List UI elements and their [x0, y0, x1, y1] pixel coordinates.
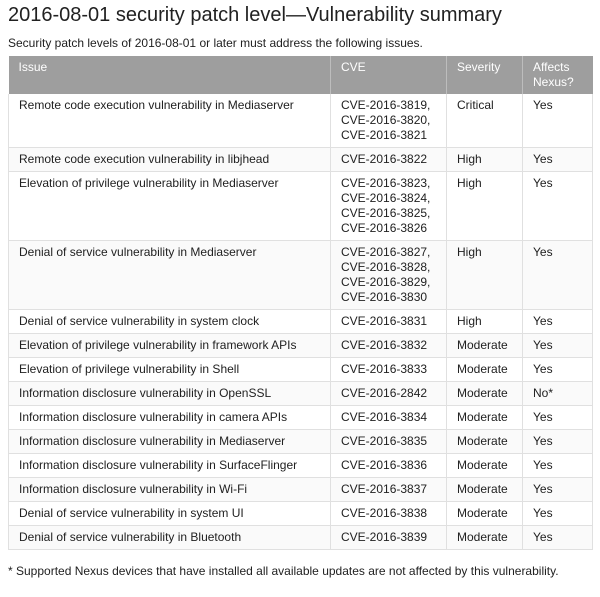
cell-affects-nexus: Yes [523, 502, 593, 526]
cell-severity: Moderate [447, 454, 523, 478]
cve-id: CVE-2016-3838 [341, 506, 428, 520]
cell-issue: Denial of service vulnerability in system UI [9, 502, 331, 526]
cell-severity: Critical [447, 94, 523, 148]
cell-affects-nexus: Yes [523, 172, 593, 241]
cell-affects-nexus: Yes [523, 148, 593, 172]
cell-severity: Moderate [447, 382, 523, 406]
cell-cve [331, 478, 447, 502]
cell-issue: Denial of service vulnerability in system clock [9, 310, 331, 334]
cell-severity: Moderate [447, 406, 523, 430]
cell-cve [331, 94, 447, 148]
table-row [9, 310, 593, 334]
cve-id: CVE-2016-3829, [341, 275, 431, 289]
table-row [9, 430, 593, 454]
table-row [9, 94, 593, 148]
cve-id: CVE-2016-3825, [341, 206, 431, 220]
cve-id: CVE-2016-3822 [341, 152, 428, 166]
header-affects-line1: Affects [533, 60, 570, 74]
cell-cve [331, 406, 447, 430]
cell-severity: High [447, 148, 523, 172]
vulnerability-table [8, 56, 593, 550]
cve-id: CVE-2016-3821 [341, 128, 428, 142]
cell-severity: Moderate [447, 334, 523, 358]
cell-issue: Elevation of privilege vulnerability in Shell [9, 358, 331, 382]
table-row [9, 502, 593, 526]
table-header-row [9, 56, 593, 94]
intro-text: Security patch levels of 2016-08-01 or later must address the following issues. [8, 36, 423, 50]
cve-id: CVE-2016-3819, [341, 98, 431, 112]
cve-id: CVE-2016-3831 [341, 314, 428, 328]
cve-id: CVE-2016-3839 [341, 530, 428, 544]
cve-id: CVE-2016-3826 [341, 221, 428, 235]
cell-severity: Moderate [447, 526, 523, 550]
cell-issue: Elevation of privilege vulnerability in framework APIs [9, 334, 331, 358]
cell-affects-nexus: No* [523, 382, 593, 406]
cell-affects-nexus: Yes [523, 310, 593, 334]
cell-affects-nexus: Yes [523, 358, 593, 382]
cell-severity: Moderate [447, 430, 523, 454]
cell-affects-nexus: Yes [523, 406, 593, 430]
header-affects-line2: Nexus? [533, 75, 574, 89]
cve-id: CVE-2016-3827, [341, 245, 431, 259]
table-row [9, 382, 593, 406]
cell-cve [331, 358, 447, 382]
header-cve: CVE [331, 56, 447, 94]
cell-affects-nexus: Yes [523, 478, 593, 502]
cell-severity: High [447, 172, 523, 241]
cve-id: CVE-2016-3823, [341, 176, 431, 190]
cell-cve [331, 454, 447, 478]
cell-issue: Denial of service vulnerability in Mediaserver [9, 241, 331, 310]
cell-affects-nexus: Yes [523, 430, 593, 454]
cell-issue: Information disclosure vulnerability in SurfaceFlinger [9, 454, 331, 478]
header-affects-nexus [523, 56, 593, 94]
cell-cve [331, 148, 447, 172]
cve-id: CVE-2016-3834 [341, 410, 428, 424]
cve-id: CVE-2016-3835 [341, 434, 428, 448]
table-row [9, 358, 593, 382]
cell-cve [331, 310, 447, 334]
cell-severity: Moderate [447, 358, 523, 382]
cell-affects-nexus: Yes [523, 94, 593, 148]
cve-id: CVE-2016-3830 [341, 290, 428, 304]
cell-severity: High [447, 310, 523, 334]
cell-issue: Information disclosure vulnerability in Wi-Fi [9, 478, 331, 502]
cell-affects-nexus: Yes [523, 526, 593, 550]
cell-severity: Moderate [447, 478, 523, 502]
cell-issue: Information disclosure vulnerability in camera APIs [9, 406, 331, 430]
table-row [9, 478, 593, 502]
cell-cve [331, 334, 447, 358]
cell-severity: High [447, 241, 523, 310]
footnote: * Supported Nexus devices that have installed all available updates are not affected by this vulnerability. [8, 564, 559, 578]
table-row [9, 454, 593, 478]
cell-cve [331, 430, 447, 454]
cell-cve [331, 526, 447, 550]
cve-id: CVE-2016-3837 [341, 482, 428, 496]
cell-issue: Information disclosure vulnerability in Mediaserver [9, 430, 331, 454]
cell-issue: Remote code execution vulnerability in libjhead [9, 148, 331, 172]
cell-issue: Information disclosure vulnerability in OpenSSL [9, 382, 331, 406]
header-severity: Severity [447, 56, 523, 94]
table-row [9, 172, 593, 241]
cell-affects-nexus: Yes [523, 334, 593, 358]
cell-issue: Remote code execution vulnerability in Mediaserver [9, 94, 331, 148]
cell-issue: Elevation of privilege vulnerability in Mediaserver [9, 172, 331, 241]
table-body [9, 94, 593, 550]
cve-id: CVE-2016-3832 [341, 338, 428, 352]
table-row [9, 526, 593, 550]
table-row [9, 334, 593, 358]
page-title: 2016-08-01 security patch level—Vulnerability summary [8, 4, 502, 26]
cell-issue: Denial of service vulnerability in Bluetooth [9, 526, 331, 550]
cell-affects-nexus: Yes [523, 241, 593, 310]
table-row [9, 406, 593, 430]
cell-affects-nexus: Yes [523, 454, 593, 478]
cell-severity: Moderate [447, 502, 523, 526]
cell-cve [331, 172, 447, 241]
header-issue: Issue [9, 56, 331, 94]
cell-cve [331, 241, 447, 310]
cve-id: CVE-2016-3824, [341, 191, 431, 205]
cve-id: CVE-2016-2842 [341, 386, 428, 400]
table-row [9, 241, 593, 310]
cve-id: CVE-2016-3833 [341, 362, 428, 376]
cell-cve [331, 382, 447, 406]
table-row [9, 148, 593, 172]
cell-cve [331, 502, 447, 526]
cve-id: CVE-2016-3820, [341, 113, 431, 127]
cve-id: CVE-2016-3828, [341, 260, 431, 274]
cve-id: CVE-2016-3836 [341, 458, 428, 472]
